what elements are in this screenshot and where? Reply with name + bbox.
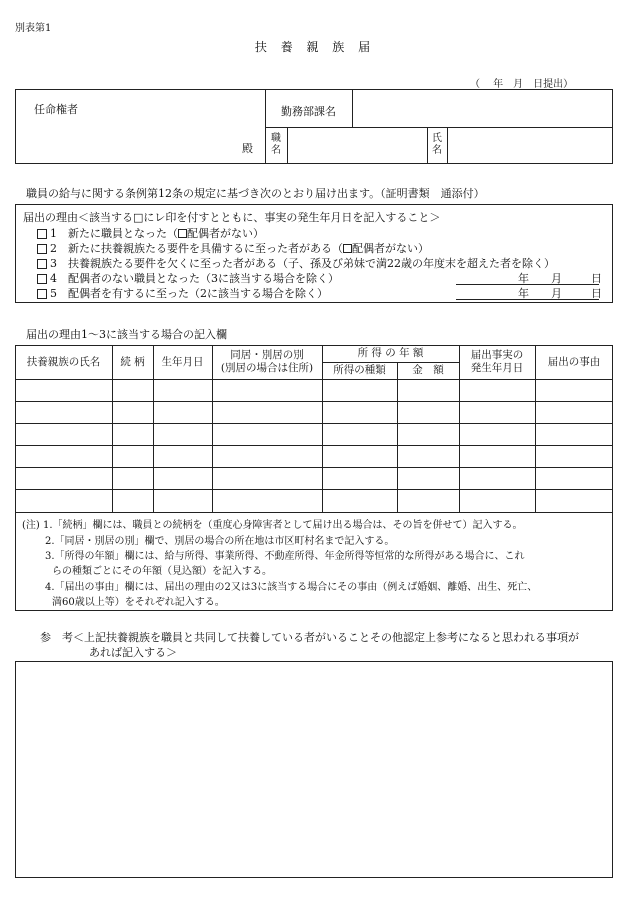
reason-item[interactable]: 5 配偶者を有するに至った（2に該当する場合を除く） (37, 285, 328, 301)
col-header-name: 扶養親族の氏名 (26, 355, 101, 368)
note-4a: 4.「届出の事由」欄には、届出の理由の2又は3に該当する場合にその事由（例えば婚姻、離婚、出生、死亡、 (45, 582, 538, 593)
statement-text: 職員の給与に関する条例第12条の規定に基づき次のとおり届け出ます。（証明書類 通添付） (26, 187, 485, 200)
table-row[interactable] (16, 446, 612, 467)
note-4b: 満60歳以上等）をそれぞれ記入する。 (52, 597, 225, 608)
table-row[interactable] (16, 468, 612, 489)
name-field[interactable] (448, 128, 612, 163)
reason-item[interactable]: 2 新たに扶養親族たる要件を具備するに至った者がある（ 配偶者がない） (37, 240, 429, 256)
reason-item[interactable]: 4 配偶者のない職員となった（3に該当する場合を除く） (37, 270, 339, 286)
col-header-reason: 届出の事由 (547, 355, 601, 368)
table-row[interactable] (16, 424, 612, 445)
reason-checkbox[interactable] (37, 244, 47, 254)
table-row[interactable] (16, 380, 612, 401)
reason5-year: 年 (518, 287, 529, 300)
reason-checkbox[interactable] (37, 274, 47, 284)
col-header-cohabitation: 同居・別居の別 (別居の場合は住所) (220, 349, 314, 374)
department-label: 勤務部課名 (281, 105, 336, 118)
reason-item[interactable]: 3 扶養親族たる要件を欠くに至った者がある（子、孫及び弟妹で満22歳の年度末を超えた者を除く） (37, 255, 555, 271)
note-3b: らの種類ごとにその年額（見込額）を記入する。 (52, 566, 272, 577)
col-header-income: 所 得 の 年 額 (357, 347, 424, 359)
reason5-day: 日 (591, 287, 602, 300)
col-header-birthdate: 生年月日 (161, 355, 204, 368)
col-header-event-date: 届出事実の 発生年月日 (470, 349, 524, 374)
submission-date[interactable]: （ 年 月 日提出） (470, 79, 574, 90)
table-heading: 届出の理由1～3に該当する場合の記入欄 (26, 328, 227, 341)
reason-checkbox[interactable] (37, 229, 47, 239)
reasons-heading: 届出の理由＜該当する□にレ印を付すとともに、事実の発生年月日を記入すること＞ (23, 211, 441, 224)
reason5-date-underline (456, 299, 599, 300)
reason4-day: 日 (591, 272, 602, 285)
col-header-relation: 続 柄 (120, 355, 145, 368)
reason5-month: 月 (551, 287, 562, 300)
appointing-authority-label: 任命権者 (34, 103, 78, 116)
table-row[interactable] (16, 402, 612, 423)
reason-item[interactable]: 1 新たに職員となった（ 配偶者がない） (37, 225, 264, 241)
job-title-field[interactable] (288, 128, 426, 163)
reference-line2: あれば記入する＞ (89, 646, 177, 659)
col-header-income-amount: 金 額 (412, 364, 444, 376)
reason4-month: 月 (551, 272, 562, 285)
job-title-label: 職 名 (271, 133, 281, 156)
dono-label: 殿 (242, 142, 253, 155)
reference-line1: 参 考＜上記扶養親族を職員と共同して扶養している者がいることその他認定上参考になると思われる事項が (40, 631, 579, 644)
table-row[interactable] (16, 490, 612, 511)
department-field[interactable] (353, 90, 612, 126)
reason4-year: 年 (518, 272, 529, 285)
form-number: 別表第1 (15, 23, 52, 34)
reason-checkbox[interactable] (37, 289, 47, 299)
form-title: 扶 養 親 族 届 (254, 40, 376, 54)
col-header-income-type: 所得の種類 (333, 364, 386, 376)
spouse-checkbox[interactable] (178, 229, 187, 238)
note-1: (注) 1.「続柄」欄には、職員との続柄を（重度心身障害者として届け出る場合は、その旨を併せて）記入する。 (22, 520, 523, 531)
reason-checkbox[interactable] (37, 259, 47, 269)
reference-field[interactable] (15, 661, 613, 878)
name-label: 氏 名 (432, 133, 442, 156)
note-3a: 3.「所得の年額」欄には、給与所得、事業所得、不動産所得、年金所得等恒常的な所得がある場合に、これ (45, 551, 525, 562)
note-2: 2.「同居・別居の別」欄で、別居の場合の所在地は市区町村名まで記入する。 (45, 536, 395, 547)
spouse-checkbox[interactable] (343, 244, 352, 253)
